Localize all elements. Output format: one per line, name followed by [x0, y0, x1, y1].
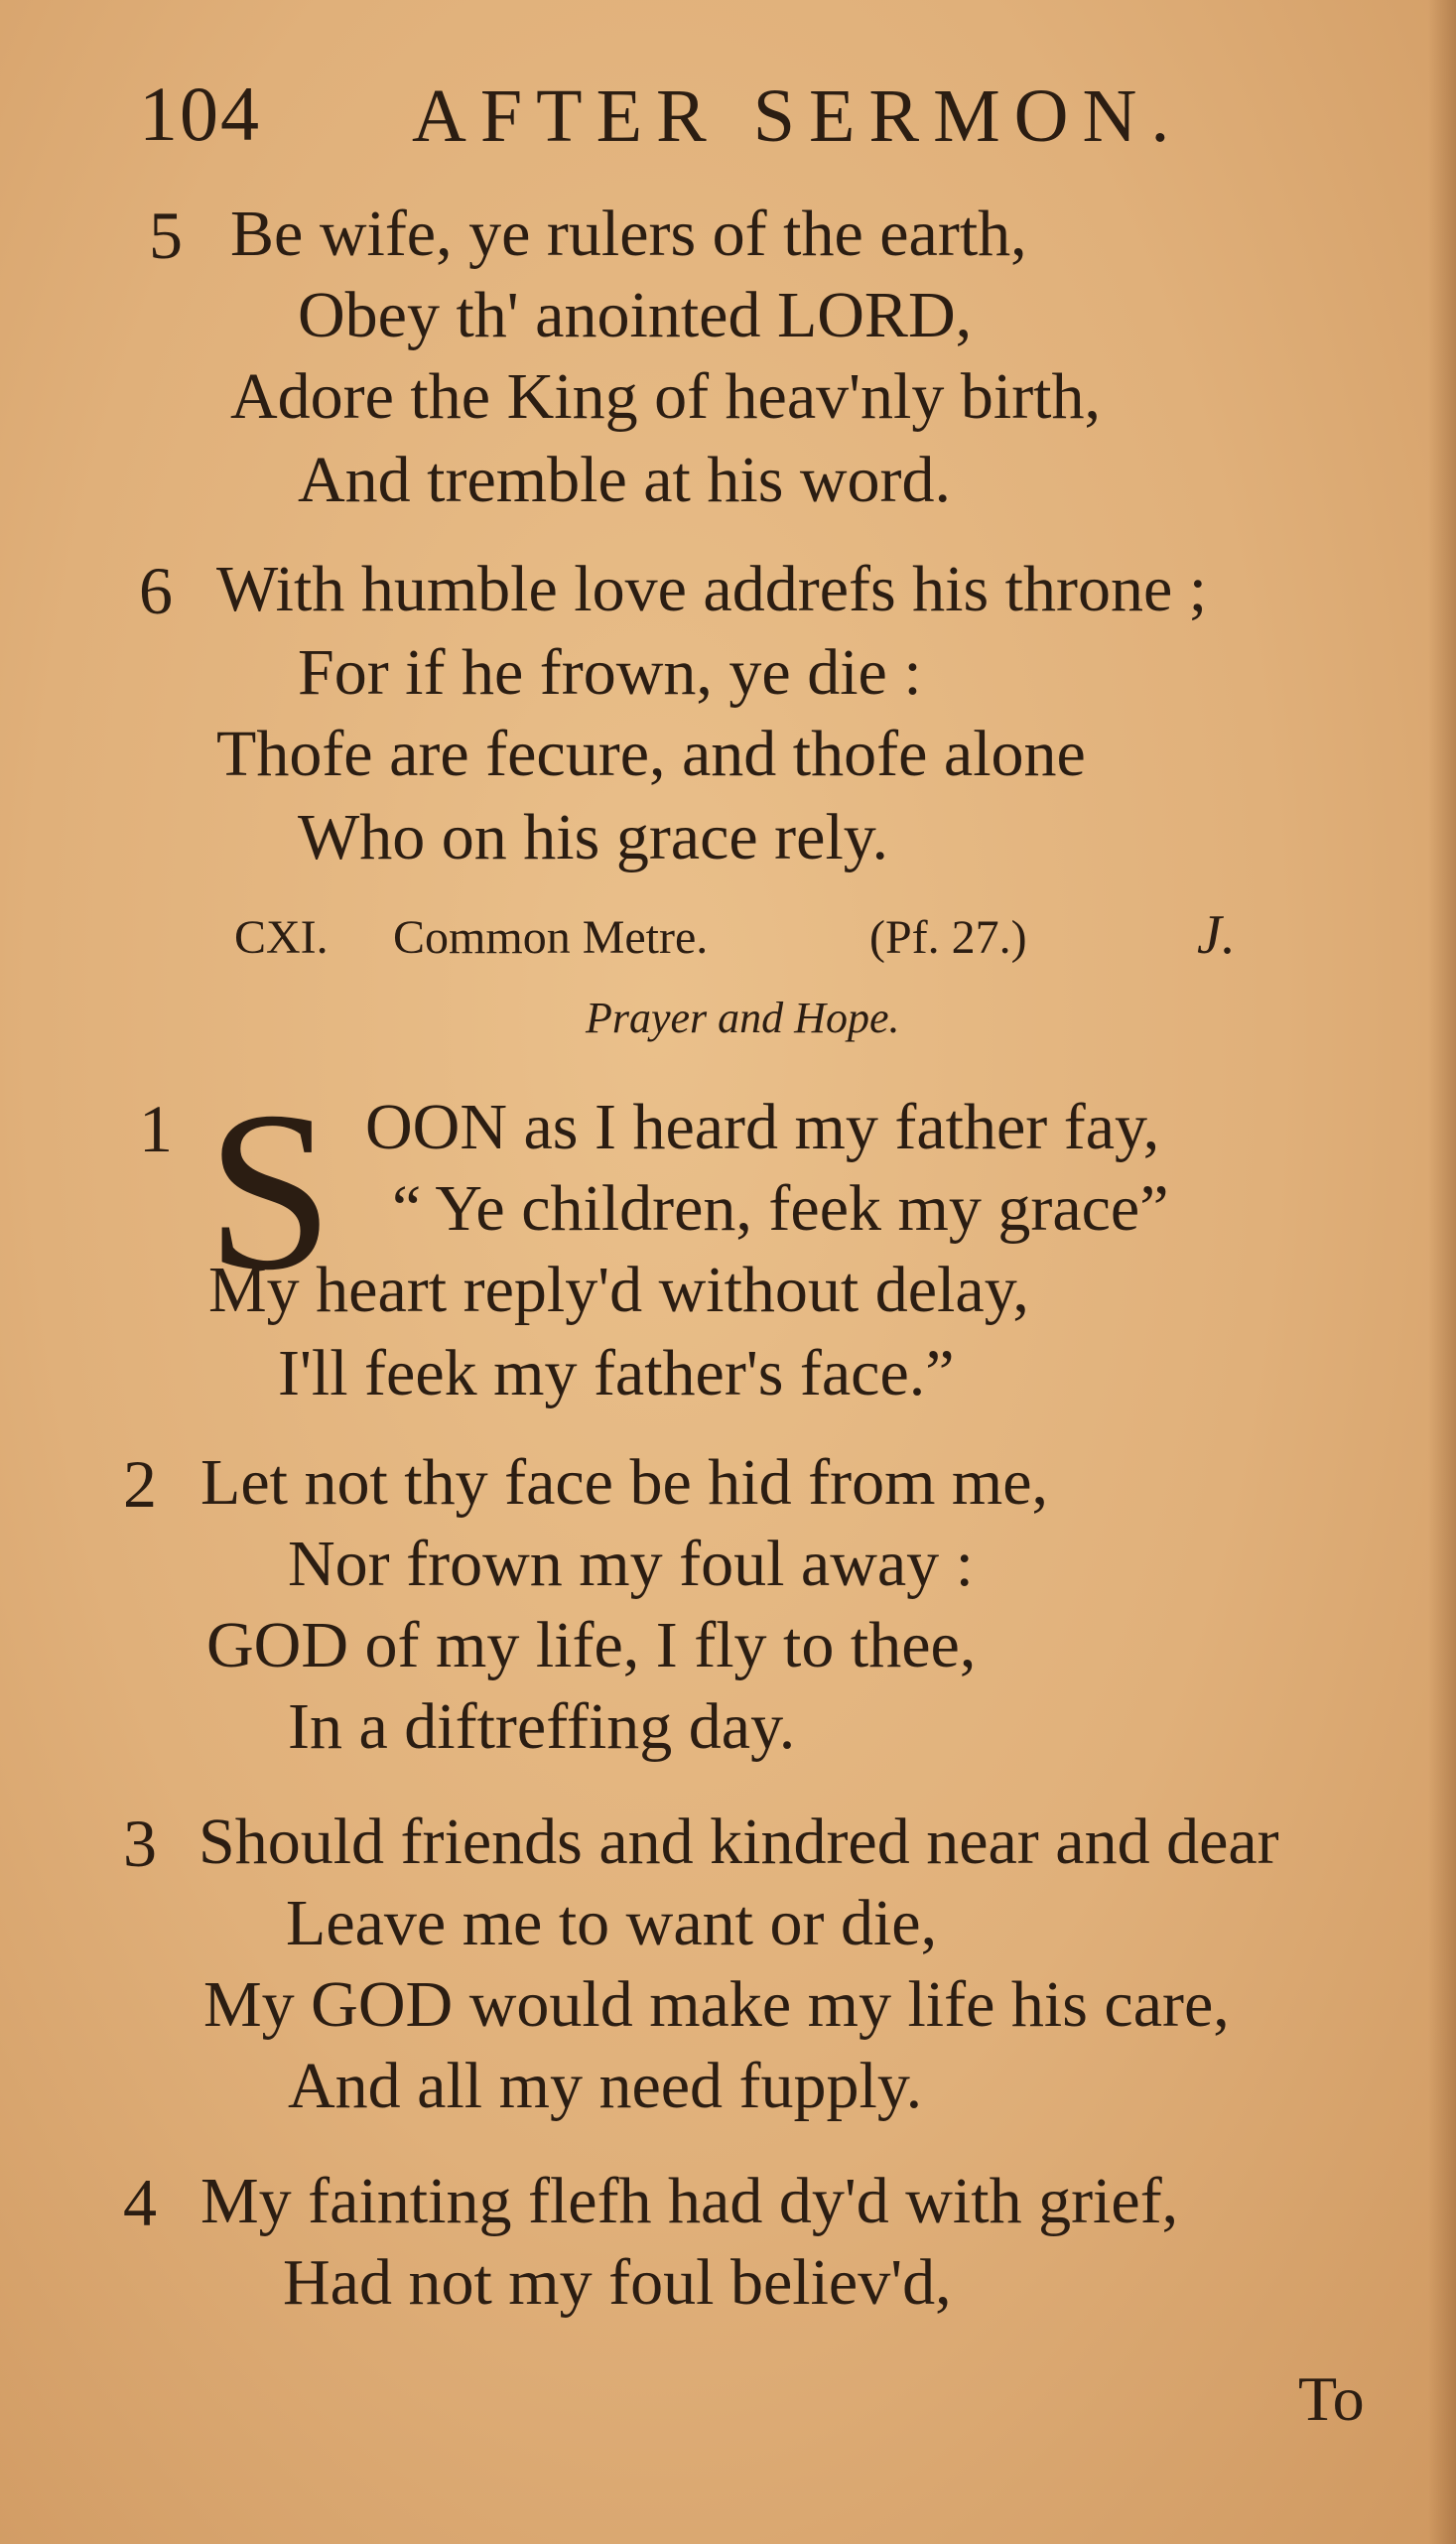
stanza-number: 5 [149, 198, 183, 273]
verse-line: My heart reply'd without delay, [208, 1254, 1029, 1326]
hymn-number: CXI. [234, 911, 329, 964]
drop-cap-letter: S [206, 1064, 333, 1317]
verse-line: Should friends and kindred near and dear [199, 1806, 1279, 1878]
verse-line: In a diftreffing day. [288, 1690, 796, 1763]
hymn-author: J. [1197, 904, 1236, 966]
verse-line: “ Ye children, feek my grace” [392, 1172, 1169, 1245]
verse-line: My GOD would make my life his care, [203, 1968, 1230, 2041]
verse-line: Nor frown my foul away : [288, 1528, 975, 1600]
verse-line: OON as I heard my father fay, [365, 1091, 1160, 1163]
stanza-number: 2 [123, 1446, 157, 1522]
hymn-subtitle: Prayer and Hope. [586, 994, 900, 1042]
stanza-number: 3 [123, 1806, 157, 1881]
stanza-number: 6 [139, 553, 173, 628]
verse-line: Let not thy face be hid from me, [200, 1446, 1049, 1519]
hymn-heading [234, 903, 1236, 967]
verse-line: Leave me to want or die, [286, 1887, 938, 1959]
verse-line: My fainting flefh had dy'd with grief, [200, 2165, 1179, 2237]
verse-line: And tremble at his word. [298, 444, 952, 516]
running-title: AFTER SERMON. [412, 74, 1184, 158]
page-edge-shadow [1428, 0, 1456, 2544]
verse-line: Adore the King of heav'nly birth, [230, 360, 1102, 433]
verse-line: GOD of my life, I fly to thee, [206, 1609, 977, 1681]
verse-line: And all my need fupply. [288, 2050, 923, 2122]
verse-line: Had not my foul believ'd, [283, 2246, 952, 2319]
verse-line: Obey th' anointed LORD, [298, 279, 973, 351]
stanza-number: 1 [139, 1091, 173, 1166]
hymn-metre: Common Metre. [393, 911, 709, 964]
stanza-number: 4 [123, 2165, 157, 2240]
catchword: To [1298, 2363, 1365, 2434]
verse-line: Thofe are fecure, and thofe alone [216, 718, 1086, 790]
verse-line: For if he frown, ye die : [298, 636, 922, 709]
hymn-psalm: (Pf. 27.) [869, 911, 1027, 964]
verse-line: Who on his grace rely. [298, 801, 888, 873]
page-number: 104 [139, 70, 261, 157]
verse-line: I'll feek my father's face.” [278, 1337, 955, 1409]
verse-line: Be wife, ye rulers of the earth, [230, 198, 1027, 270]
verse-line: With humble love addrefs his throne ; [216, 553, 1208, 625]
